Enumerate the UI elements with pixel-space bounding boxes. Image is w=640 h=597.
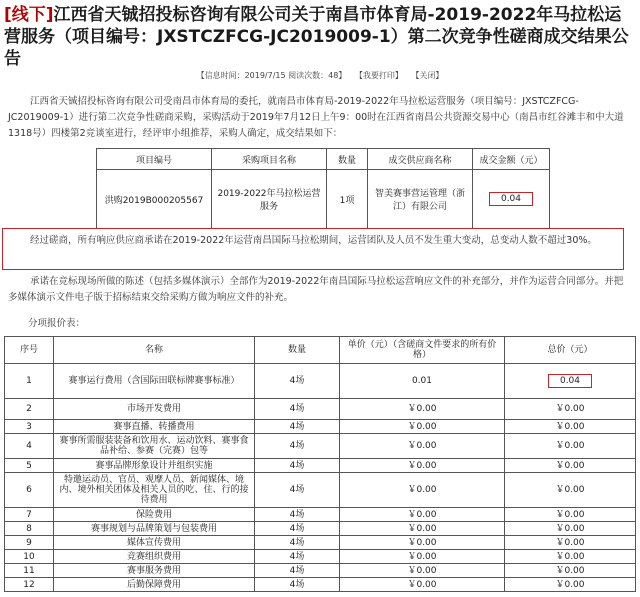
price-row-6-qty: 4场 — [255, 473, 340, 508]
result-header-name: 采购项目名称 — [212, 149, 327, 170]
price-row-9-qty: 4场 — [255, 536, 340, 550]
price-row-10-no: 10 — [5, 550, 54, 564]
result-header-qty: 数量 — [327, 149, 368, 170]
result-header-supplier: 成交供应商名称 — [368, 149, 473, 170]
price-row-11-name: 赛事服务费用 — [54, 564, 255, 578]
price-row-10-name: 竞赛组织费用 — [54, 550, 255, 564]
info-bar — [0, 70, 640, 81]
price-row-9-total: ￥0.00 — [505, 536, 636, 550]
price-row-12-qty: 4场 — [255, 578, 340, 592]
price-row-2-qty: 4场 — [255, 399, 340, 420]
price-row-5-name: 赛事品牌形象设计并组织实施 — [54, 459, 255, 473]
price-row-11-total: ￥0.00 — [505, 564, 636, 578]
result-table — [96, 148, 550, 229]
price-row-6-no: 6 — [5, 473, 54, 508]
price-row-4-name: 赛事所需服装装备和饮用水、运动饮料、赛事食品补给、参赛（完赛）包等 — [54, 434, 255, 459]
price-row-10-qty: 4场 — [255, 550, 340, 564]
price-header-qty: 数量 — [255, 337, 340, 364]
price-row-1-unit: 0.01 — [340, 364, 505, 399]
price-row-1-qty: 4场 — [255, 364, 340, 399]
price-header-no: 序号 — [5, 337, 54, 364]
price-row-5-total: ￥0.00 — [505, 459, 636, 473]
price-row-12-total: ￥0.00 — [505, 578, 636, 592]
result-header-code: 项目编号 — [97, 149, 212, 170]
price-row-1-no: 1 — [5, 364, 54, 399]
price-row-3-qty: 4场 — [255, 420, 340, 434]
result-cell-name: 2019-2022年马拉松运营服务 — [212, 170, 327, 229]
price-row-8-total: ￥0.00 — [505, 522, 636, 536]
price-row-3-unit: ￥0.00 — [340, 420, 505, 434]
result-cell-amount — [473, 170, 550, 229]
title-text: 江西省天铖招投标咨询有限公司关于南昌市体育局-2019-2022年马拉松运营服务（项目编号：JXSTCZFCG-JC2019009-1）第二次竞争性磋商成交结果公告 — [4, 5, 629, 69]
price-row-10-unit: ￥0.00 — [340, 550, 505, 564]
price-row-12-unit: ￥0.00 — [340, 578, 505, 592]
price-row-8-name: 赛事规划与品牌策划与包装费用 — [54, 522, 255, 536]
commitment-paragraph: 承诺在竞标现场所做的陈述（包括多媒体演示）全部作为2019-2022年南昌国际马拉松运营响应文件的补充部分，并作为运营合同部分。并把多媒体演示文件电子版于招标结束交给采购方做为响应文件的补充。 — [8, 276, 624, 303]
price-row-6-unit: ￥0.00 — [340, 473, 505, 508]
price-row-2-total: ￥0.00 — [505, 399, 636, 420]
price-row-12-no: 12 — [5, 578, 54, 592]
price-row-11-no: 11 — [5, 564, 54, 578]
price-row-10-total: ￥0.00 — [505, 550, 636, 564]
price-row-9-name: 媒体宣传费用 — [54, 536, 255, 550]
breakdown-heading: 分项报价表： — [28, 318, 86, 329]
price-row-6-total: ￥0.00 — [505, 473, 636, 508]
price-row-3-total: ￥0.00 — [505, 420, 636, 434]
price-row-9-unit: ￥0.00 — [340, 536, 505, 550]
result-cell-code: 洪购2019B000205567 — [97, 170, 212, 229]
highlight-paragraph: 经过磋商，所有响应供应商承诺在2019-2022年运营南昌国际马拉松期间，运营团队及人员不发生重大变动，总变动人数不超过30%。 — [30, 235, 597, 246]
price-row-8-qty: 4场 — [255, 522, 340, 536]
price-row-5-qty: 4场 — [255, 459, 340, 473]
price-row-7-no: 7 — [5, 508, 54, 522]
price-header-name: 名称 — [54, 337, 255, 364]
page-title — [4, 4, 636, 70]
price-row-9-no: 9 — [5, 536, 54, 550]
price-row-1-name: 赛事运行费用（含国际田联标牌赛事标准） — [54, 364, 255, 399]
price-header-total: 总价（元） — [505, 337, 636, 364]
price-row-1-total-value: 0.04 — [548, 374, 592, 388]
price-row-3-no: 3 — [5, 420, 54, 434]
price-row-7-unit: ￥0.00 — [340, 508, 505, 522]
print-link[interactable]: 【我要打印】 — [354, 71, 403, 80]
close-link[interactable]: 【关闭】 — [411, 71, 444, 80]
price-row-4-qty: 4场 — [255, 434, 340, 459]
price-row-5-unit: ￥0.00 — [340, 459, 505, 473]
intro-paragraph: 江西省天铖招投标咨询有限公司受南昌市体育局的委托，就南昌市体育局-2019-2022年马拉松运营服务（项目编号：JXSTCZFCG-JC2019009-1）进行第二次竞争性磋商采购，采购活动于2019年7月12日上午9：00时在江西省南昌公共资源交易中心（南昌市红谷滩丰和中大道1318号）四楼第2竞谈室进行，经评审小组推荐，采购人确定，成交结果如下： — [8, 96, 624, 139]
price-table — [4, 336, 636, 592]
price-row-7-qty: 4场 — [255, 508, 340, 522]
price-row-7-name: 保险费用 — [54, 508, 255, 522]
price-row-2-unit: ￥0.00 — [340, 399, 505, 420]
price-row-2-no: 2 — [5, 399, 54, 420]
title-tag: [线下] — [4, 5, 54, 25]
price-row-4-unit: ￥0.00 — [340, 434, 505, 459]
price-row-11-qty: 4场 — [255, 564, 340, 578]
price-row-8-unit: ￥0.00 — [340, 522, 505, 536]
info-date: 【信息时间：2019/7/15 阅读次数：48】 — [196, 71, 347, 80]
result-cell-supplier: 智美赛事营运管理（浙江）有限公司 — [368, 170, 473, 229]
price-row-4-total: ￥0.00 — [505, 434, 636, 459]
result-header-amount: 成交金额（元） — [473, 149, 550, 170]
price-row-11-unit: ￥0.00 — [340, 564, 505, 578]
price-row-1-total — [505, 364, 636, 399]
price-row-3-name: 赛事直播、转播费用 — [54, 420, 255, 434]
price-row-5-no: 5 — [5, 459, 54, 473]
price-row-4-no: 4 — [5, 434, 54, 459]
price-row-12-name: 后勤保障费用 — [54, 578, 255, 592]
price-row-8-no: 8 — [5, 522, 54, 536]
price-row-2-name: 市场开发费用 — [54, 399, 255, 420]
price-row-7-total: ￥0.00 — [505, 508, 636, 522]
result-cell-qty: 1项 — [327, 170, 368, 229]
price-row-6-name: 特邀运动员、官员、观摩人员、新闻媒体、境内、境外相关团体及相关人员的吃、住、行的接待费用 — [54, 473, 255, 508]
result-amount-value: 0.04 — [489, 192, 533, 206]
price-header-unit: 单价（元）（含磋商文件要求的所有价格） — [340, 337, 505, 364]
